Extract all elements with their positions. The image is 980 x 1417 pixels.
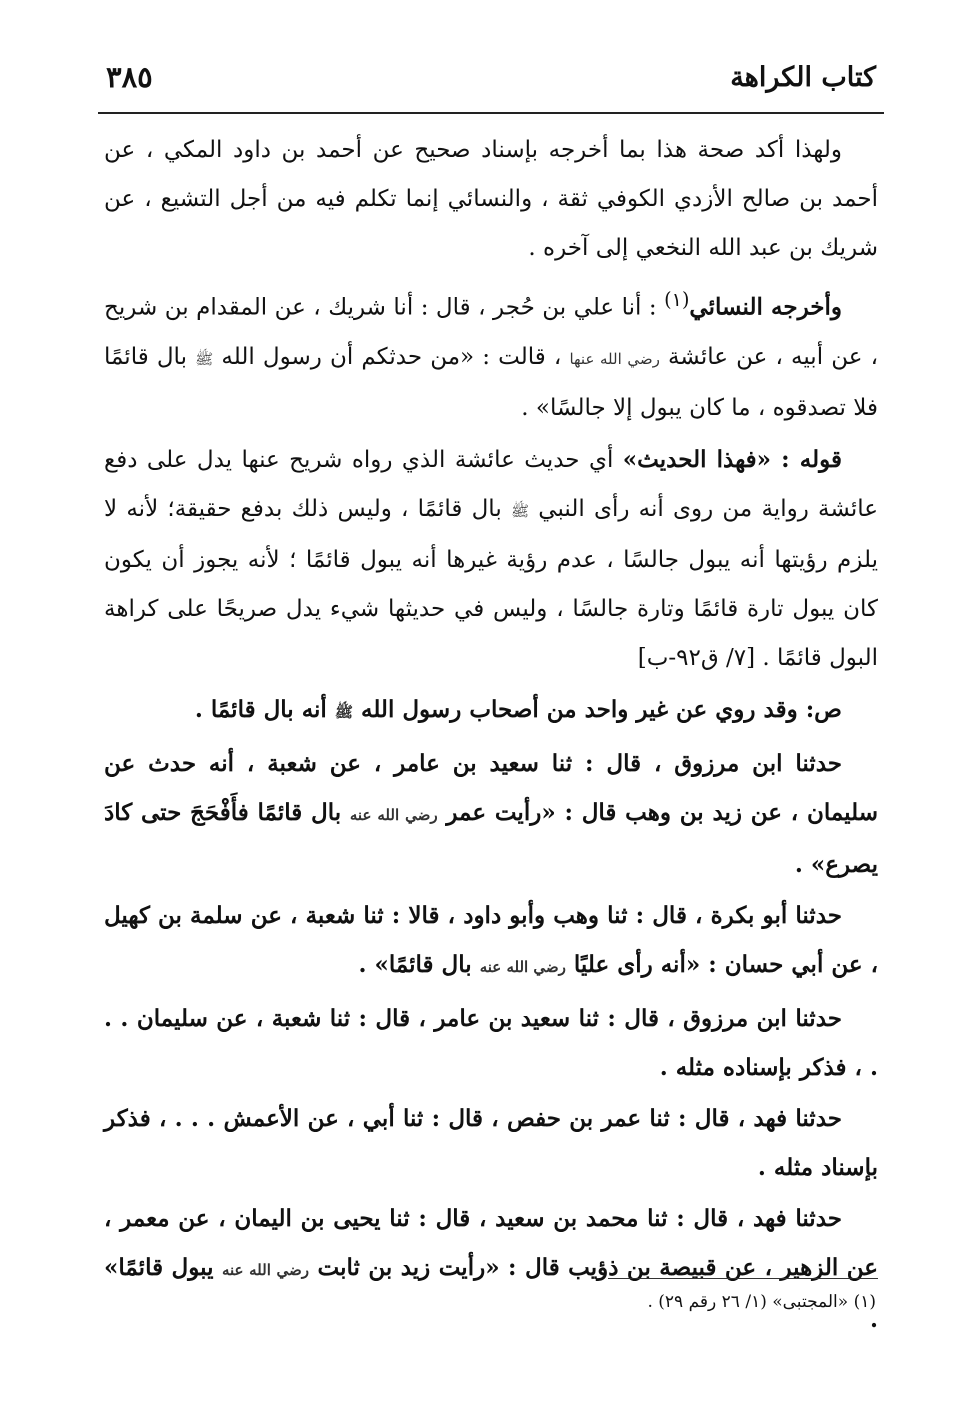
page-header: [100, 52, 880, 108]
paragraph-hadith-ali: حدثنا أبو بكرة ، قال : ثنا وهب وأبو داود ، قالا : ثنا شعبة ، عن سلمة بن كهيل ، عن أبي حسان : «أنه رأى عليًا رضي الله عنه بال قائمًا» .: [104, 901, 878, 978]
paragraph-hadith-sulayman: حدثنا ابن مرزوق ، قال : ثنا سعيد بن عامر ، قال : ثنا شعبة ، عن سليمان . . . ، فذكر بإسناده مثله .: [104, 1004, 878, 1081]
paragraph-hadith-umar: حدثنا ابن مرزوق ، قال : ثنا سعيد بن عامر ، عن شعبة ، أنه حدث عن سليمان ، عن زيد بن وهب قال : «رأيت عمر رضي الله عنه بال قائمًا فأَفْحَجَ حتى كادَ يصرع» .: [104, 749, 878, 878]
blessing-glyph: رضي الله عنه: [221, 1260, 310, 1279]
main-text: [104, 126, 878, 1346]
blessing-glyph: رضي الله عنها: [569, 349, 660, 368]
paragraph-hadith-amash: حدثنا فهد ، قال : ثنا عمر بن حفص ، قال : ثنا أبي ، عن الأعمش . . . ، فذكر بإسناد مثله .: [104, 1104, 878, 1181]
commentary-lead: قوله : «فهذا الحديث»: [622, 445, 843, 473]
paragraph-commentary-2: قوله : «فهذا الحديث» أي حديث عائشة الذي رواه شريح عنها يدل على دفع عائشة رواية من روى أنه رأى النبي ﷺ بال قائمًا ، وليس ذلك بدفع حقيقة؛ لأنه لا يلزم رؤيتها أنه يبول جالسًا ، عدم رؤية غيرها أنه يبول قائمًا ؛ لأنه يجوز أن يكون كان يبول تارة قائمًا وتارة جالسًا ، وليس في حديثها شيء يدل صريحًا على كراهة البول قائمًا . [٧/ ق٩٢-ب]: [104, 445, 878, 671]
paragraph-hadith-zayd: حدثنا فهد ، قال : ثنا محمد بن سعيد ، قال : ثنا يحيى بن اليمان ، عن معمر ، عن الزهير ، عن قبيصة بن ذؤيب قال : «رأيت زيد بن ثابت رضي الله عنه يبول قائمًا» .: [104, 1204, 878, 1333]
paragraph-nasai-narration: وأخرجه النسائي$^{(١)}$ : أنا علي بن حُجر ، قال : أنا شريك ، عن المقدام بن شريح ، عن أبيه ، عن عائشة رضي الله عنها ، قالت : «من حدثكم أن رسول الله ﷺ بال قائمًا فلا تصدقوه ، ما كان يبول إلا جالسًا» .: [104, 288, 879, 421]
blessing-glyph: ﷺ: [510, 501, 530, 520]
footnote-reference: (١): [664, 288, 690, 311]
footnote-divider: [608, 1278, 878, 1279]
page-number: ٣٨٥: [106, 60, 153, 94]
narration-lead: وأخرجه النسائي: [689, 293, 842, 321]
header-divider: [98, 112, 884, 114]
paragraph-text-heading: ص: وقد روي عن غير واحد من أصحاب رسول الله ﷺ أنه بال قائمًا .: [194, 695, 842, 723]
paragraph-commentary-1: ولهذا أكد صحة هذا بما أخرجه بإسناد صحيح عن أحمد بن داود المكي ، عن أحمد بن صالح الأزدي الكوفي ثقة ، والنسائي إنما تكلم فيه من أجل التشيع ، عن شريك بن عبد الله النخعي إلى آخره .: [104, 137, 878, 261]
running-title: كتاب الكراهة: [730, 62, 876, 93]
footnote: (١) «المجتبى» (١/ ٢٦ رقم ٢٩) .: [647, 1292, 876, 1312]
blessing-glyph: رضي الله عنه: [479, 957, 566, 976]
blessing-glyph: رضي الله عنه: [349, 805, 438, 824]
blessing-glyph: ﷺ: [334, 702, 353, 721]
blessing-glyph: ﷺ: [195, 349, 214, 368]
